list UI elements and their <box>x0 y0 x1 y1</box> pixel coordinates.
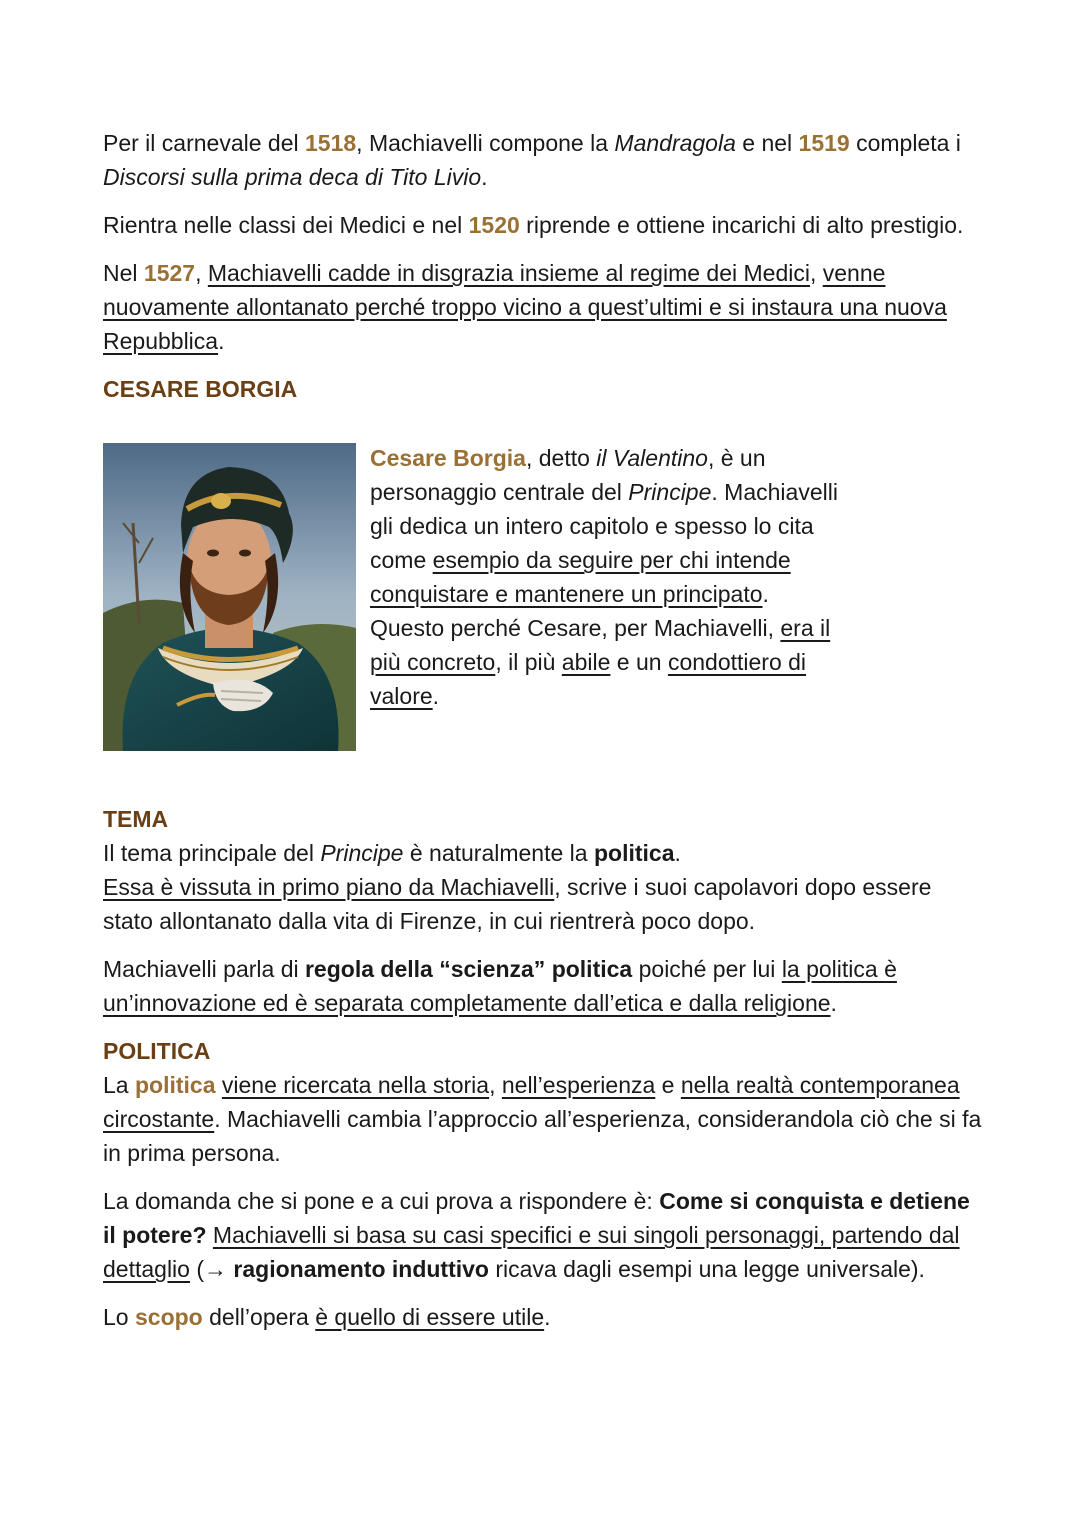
heading-cesare-borgia: CESARE BORGIA <box>103 376 298 402</box>
heading-politica: POLITICA <box>103 1038 211 1064</box>
paragraph-1527: Nel 1527, Machiavelli cadde in disgrazia insieme al regime dei Medici, venne nuovamente allontanato perché troppo vicino a quest’ultimi e si instaura una nuova Repubblica. <box>103 260 947 354</box>
tema-section <box>103 802 983 1334</box>
paragraph-domanda: La domanda che si pone e a cui prova a rispondere è: Come si conquista e detiene il potere? Machiavelli si basa su casi specifici e sui singoli personaggi, partendo dal dettaglio (→ ragionamento induttivo ricava dagli esempi una legge universale). <box>103 1188 970 1282</box>
heading-tema: TEMA <box>103 806 169 832</box>
arrow-right-icon: → <box>204 1256 228 1282</box>
paragraph-borgia-reason: Questo perché Cesare, per Machiavelli, era il più concreto, il più abile e un condottiero di valore. <box>370 615 831 709</box>
borgia-description <box>370 441 840 713</box>
paragraph-carnevale: Per il carnevale del 1518, Machiavelli compone la Mandragola e nel 1519 completa i Discorsi sulla prima deca di Tito Livio. <box>103 130 961 190</box>
paragraph-scienza-politica: Machiavelli parla di regola della “scienza” politica poiché per lui la politica è un’innovazione ed è separata completamente dall’etica e dalla religione. <box>103 956 897 1016</box>
paragraph-borgia-intro: Cesare Borgia, detto il Valentino, è un personaggio centrale del Principe. Machiavelli gli dedica un intero capitolo e spesso lo cita come esempio da seguire per chi intende conquistare e mantenere un principato. <box>370 445 838 607</box>
paragraph-politica: La politica viene ricercata nella storia, nell’esperienza e nella realtà contemporanea circostante. Machiavelli cambia l’approccio all’esperienza, considerandola ciò che si fa in prima persona. <box>103 1072 982 1166</box>
paragraph-scopo: Lo scopo dell’opera è quello di essere utile. <box>103 1304 551 1330</box>
paragraph-tema: Il tema principale del Principe è naturalmente la politica. Essa è vissuta in primo piano da Machiavelli, scrive i suoi capolavori dopo essere stato allontanato dalla vita di Firenze, in cui rientrerà poco dopo. <box>103 840 932 934</box>
paragraph-medici: Rientra nelle classi dei Medici e nel 1520 riprende e ottiene incarichi di alto prestigio. <box>103 212 964 238</box>
portrait-painting-icon <box>103 443 356 751</box>
intro-section <box>103 126 983 406</box>
